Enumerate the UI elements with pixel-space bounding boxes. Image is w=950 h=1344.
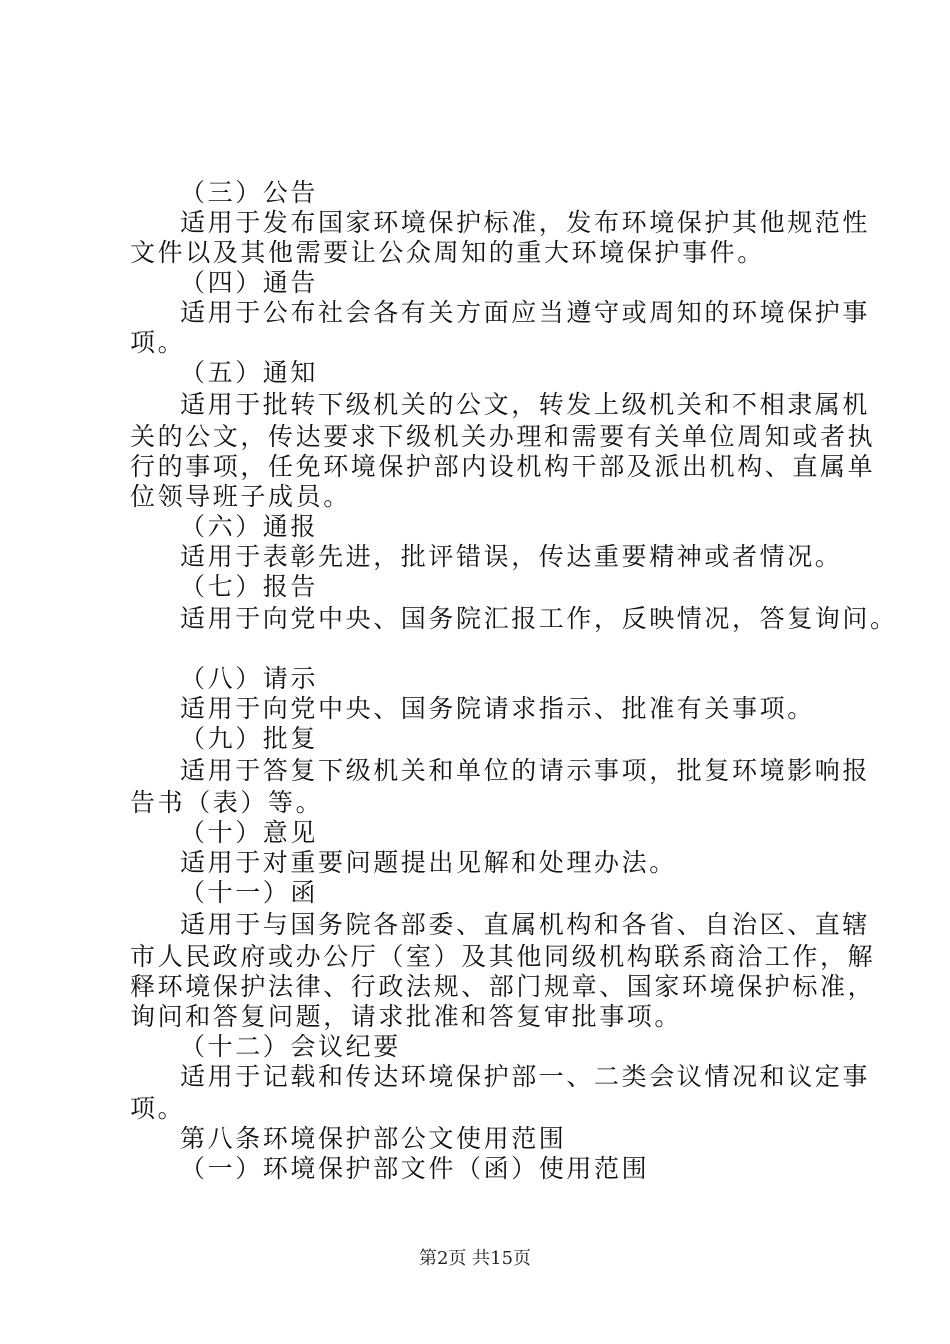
heading-letter: （十一）函 [180, 878, 319, 907]
heading-opinion: （十）意见 [180, 818, 319, 847]
heading-announcement: （三）公告 [180, 178, 319, 207]
heading-notice: （四）通告 [180, 268, 319, 297]
paragraph-line: 释环境保护法律、行政法规、部门规章、国家环境保护标准， [130, 972, 876, 1001]
paragraph-line: 适用于答复下级机关和单位的请示事项，批复环境影响报 [180, 756, 871, 785]
paragraph-line: 位领导班子成员。 [130, 482, 351, 511]
paragraph-line: 适用于向党中央、国务院请求指示、批准有关事项。 [180, 694, 815, 723]
heading-reply: （九）批复 [180, 724, 319, 753]
paragraph-line: 项。 [130, 1094, 186, 1123]
paragraph-line: 适用于发布国家环境保护标准，发布环境保护其他规范性 [180, 208, 871, 237]
paragraph-line: 告书（表）等。 [130, 788, 324, 817]
heading-minutes: （十二）会议纪要 [180, 1032, 401, 1061]
heading-report: （七）报告 [180, 572, 319, 601]
paragraph-line: 适用于与国务院各部委、直属机构和各省、自治区、直辖 [180, 910, 871, 939]
paragraph-line: 行的事项，任免环境保护部内设机构干部及派出机构、直属单 [130, 452, 876, 481]
page-number-footer: 第2页 共15页 [418, 1248, 532, 1269]
paragraph-line: 适用于向党中央、国务院汇报工作，反映情况，答复询问。 [180, 604, 898, 633]
paragraph-line: 适用于表彰先进，批评错误，传达重要精神或者情况。 [180, 542, 843, 571]
heading-circular: （五）通知 [180, 358, 319, 387]
subsection-heading: （一）环境保护部文件（函）使用范围 [180, 1154, 650, 1183]
paragraph-line: 询问和答复问题，请求批准和答复审批事项。 [130, 1002, 683, 1031]
heading-bulletin: （六）通报 [180, 512, 319, 541]
paragraph-line: 文件以及其他需要让公众周知的重大环境保护事件。 [130, 238, 765, 267]
paragraph-line: 适用于对重要问题提出见解和处理办法。 [180, 848, 677, 877]
paragraph-line: 适用于批转下级机关的公文，转发上级机关和不相隶属机 [180, 390, 871, 419]
paragraph-line: 关的公文，传达要求下级机关办理和需要有关单位周知或者执 [130, 422, 876, 451]
paragraph-line: 市人民政府或办公厅（室）及其他同级机构联系商洽工作，解 [130, 942, 876, 971]
heading-request: （八）请示 [180, 664, 319, 693]
paragraph-line: 项。 [130, 328, 186, 357]
paragraph-line: 适用于记载和传达环境保护部一、二类会议情况和议定事 [180, 1062, 871, 1091]
article-heading: 第八条环境保护部公文使用范围 [180, 1124, 567, 1153]
paragraph-line: 适用于公布社会各有关方面应当遵守或周知的环境保护事 [180, 298, 871, 327]
